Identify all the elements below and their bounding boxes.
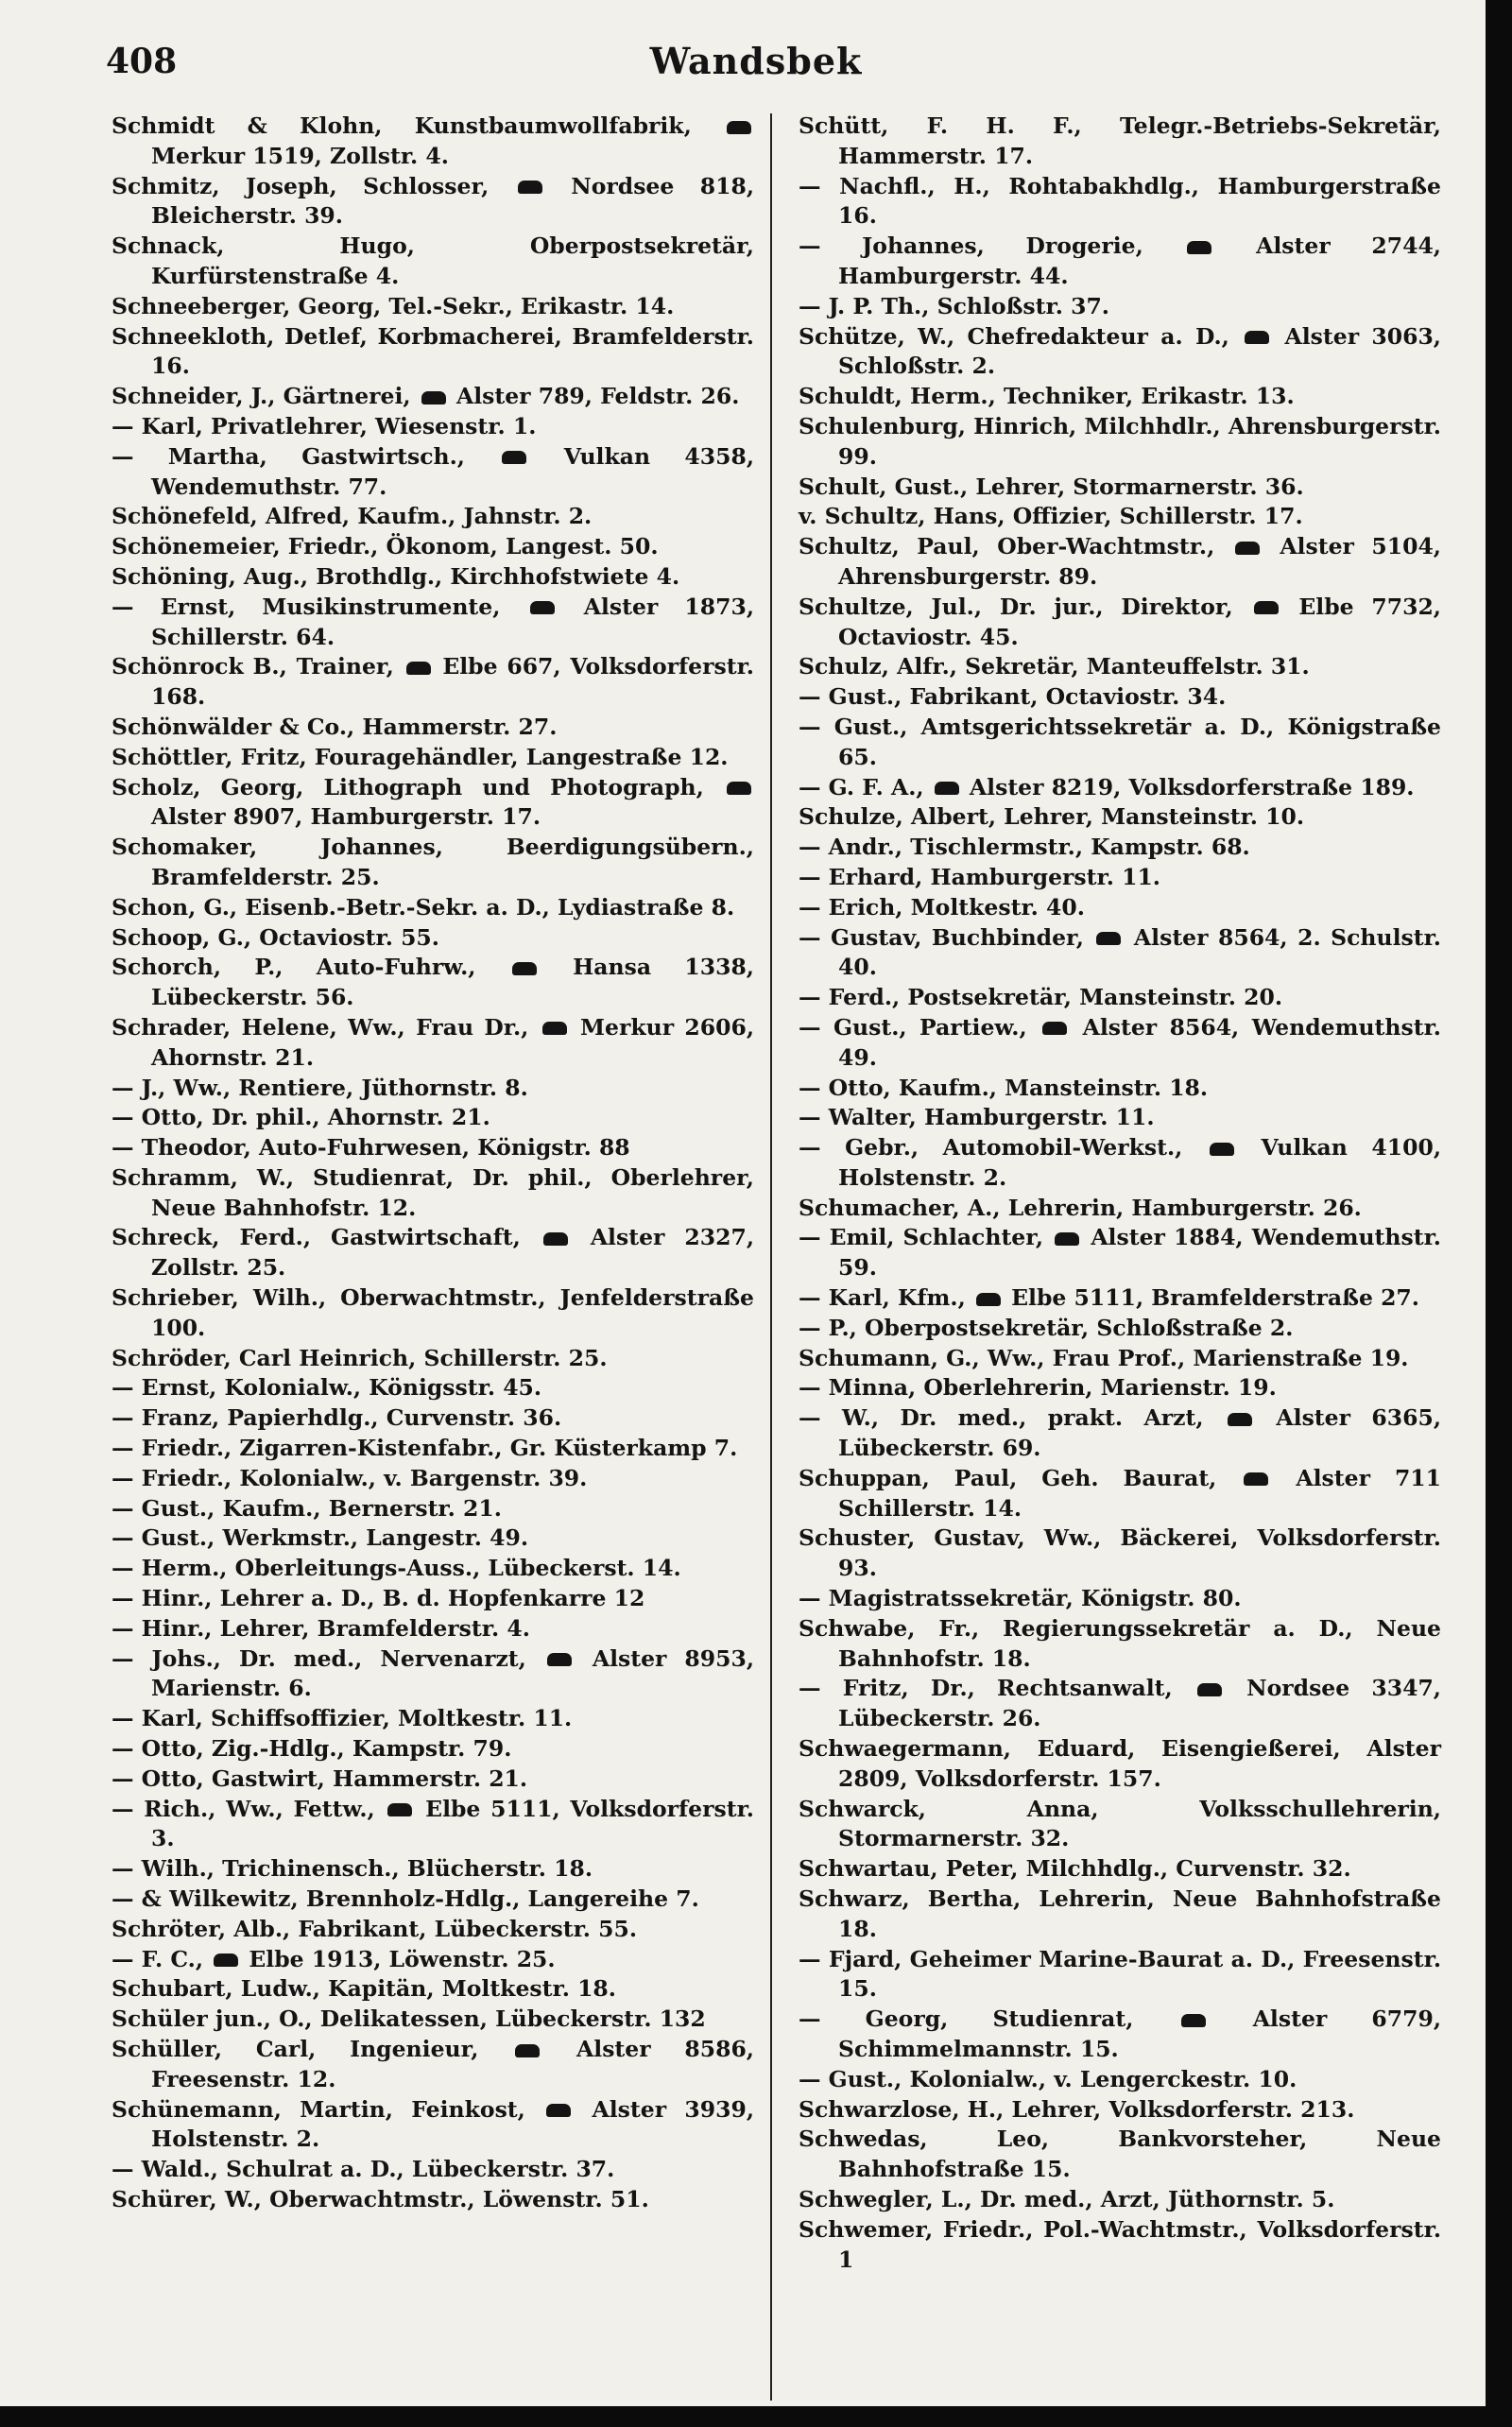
- left-column: [112, 112, 754, 2215]
- directory-entry: Schneider, J., Gärtnerei, Alster 789, Feldstr. 26.: [112, 383, 740, 410]
- telephone-icon: [935, 782, 959, 795]
- directory-entry: Schönwälder & Co., Hammerstr. 27.: [112, 713, 558, 740]
- directory-entry: Schöttler, Fritz, Fouragehändler, Langestraße 12.: [112, 743, 729, 770]
- telephone-icon: [1187, 241, 1211, 254]
- directory-entry: Schröder, Carl Heinrich, Schillerstr. 25.: [112, 1344, 608, 1371]
- directory-entry: — Johs., Dr. med., Nervenarzt, Alster 8953, Marienstr. 6.: [112, 1644, 754, 1702]
- directory-entry: — P., Oberpostsekretär, Schloßstraße 2.: [799, 1314, 1294, 1341]
- directory-entry: Schwarck, Anna, Volksschullehrerin, Stormarnerstr. 32.: [799, 1795, 1441, 1852]
- directory-entry: — Fjard, Geheimer Marine-Baurat a. D., Freesenstr. 15.: [799, 1945, 1441, 2003]
- directory-entry: — Gust., Fabrikant, Octaviostr. 34.: [799, 683, 1227, 711]
- directory-entry: — Gust., Kaufm., Bernerstr. 21.: [112, 1494, 502, 1522]
- directory-entry: — Theodor, Auto-Fuhrwesen, Königstr. 88: [112, 1134, 630, 1162]
- directory-entry: Schneekloth, Detlef, Korbmacherei, Bramfelderstr. 16.: [112, 322, 754, 380]
- directory-entry: Schwaegermann, Eduard, Eisengießerei, Alster 2809, Volksdorferstr. 157.: [799, 1735, 1441, 1792]
- directory-entry: Schomaker, Johannes, Beerdigungsübern., Bramfelderstr. 25.: [112, 834, 754, 890]
- directory-entry: Schwarz, Bertha, Lehrerin, Neue Bahnhofstraße 18.: [799, 1885, 1441, 1942]
- directory-entry: Schwartau, Peter, Milchhdlg., Curvenstr. 32.: [799, 1855, 1351, 1883]
- directory-entry: Schrader, Helene, Ww., Frau Dr., Merkur 2606, Ahornstr. 21.: [112, 1013, 754, 1071]
- directory-entry: — Hinr., Lehrer a. D., B. d. Hopfenkarre 12: [112, 1585, 645, 1612]
- directory-entry: Schünemann, Martin, Feinkost, Alster 3939, Holstenstr. 2.: [112, 2095, 755, 2153]
- directory-entry: — Gebr., Automobil-Werkst., Vulkan 4100, Holstenstr. 2.: [799, 1134, 1441, 1191]
- directory-entry: Schoop, G., Octaviostr. 55.: [112, 923, 439, 951]
- directory-entry: Schnack, Hugo, Oberpostsekretär, Kurfürstenstraße 4.: [112, 232, 754, 289]
- directory-entry: Schwegler, L., Dr. med., Arzt, Jüthornstr. 5.: [799, 2185, 1335, 2212]
- directory-entry: Schuppan, Paul, Geh. Baurat, Alster 711 Schillerstr. 14.: [799, 1464, 1442, 1522]
- directory-entry: Schubart, Ludw., Kapitän, Moltkestr. 18.: [112, 1975, 616, 2003]
- telephone-icon: [727, 121, 751, 134]
- directory-entry: Schneeberger, Georg, Tel.-Sekr., Erikastr. 14.: [112, 292, 675, 319]
- directory-entry: Schramm, W., Studienrat, Dr. phil., Oberlehrer, Neue Bahnhofstr. 12.: [112, 1163, 754, 1221]
- directory-entry: — F. C., Elbe 1913, Löwenstr. 25.: [112, 1945, 556, 1972]
- telephone-icon: [1096, 932, 1121, 945]
- directory-entry: Schwedas, Leo, Bankvorsteher, Neue Bahnhofstraße 15.: [799, 2126, 1441, 2183]
- directory-entry: — Erhard, Hamburgerstr. 11.: [799, 863, 1160, 890]
- telephone-icon: [421, 391, 446, 404]
- scan-edge-right: [1486, 0, 1512, 2427]
- telephone-icon: [515, 2044, 540, 2057]
- directory-entry: Schüler jun., O., Delikatessen, Lübeckerstr. 132: [112, 2005, 706, 2033]
- directory-entry: — Gust., Amtsgerichtssekretär a. D., Königstraße 65.: [799, 713, 1441, 770]
- directory-entry: — Herm., Oberleitungs-Auss., Lübeckerst. 14.: [112, 1555, 681, 1582]
- directory-entry: — Franz, Papierhdlg., Curvenstr. 36.: [112, 1404, 562, 1432]
- telephone-icon: [1197, 1683, 1222, 1696]
- scan-edge-bottom: [0, 2406, 1512, 2427]
- directory-entry: — Friedr., Zigarren-Kistenfabr., Gr. Küsterkamp 7.: [112, 1435, 738, 1462]
- telephone-icon: [1228, 1413, 1252, 1426]
- directory-entry: — Gustav, Buchbinder, Alster 8564, 2. Schulstr. 40.: [799, 923, 1441, 981]
- directory-entry: Schwarzlose, H., Lehrer, Volksdorferstr. 213.: [799, 2095, 1355, 2123]
- directory-entry: Schöning, Aug., Brothdlg., Kirchhofstwiete 4.: [112, 562, 680, 590]
- directory-entry: — Minna, Oberlehrerin, Marienstr. 19.: [799, 1374, 1277, 1402]
- directory-entry: — W., Dr. med., prakt. Arzt, Alster 6365, Lübeckerstr. 69.: [799, 1404, 1442, 1462]
- telephone-icon: [502, 451, 526, 464]
- directory-entry: — Georg, Studienrat, Alster 6779, Schimmelmannstr. 15.: [799, 2005, 1442, 2062]
- directory-entry: — Walter, Hamburgerstr. 11.: [799, 1104, 1155, 1131]
- telephone-icon: [543, 1232, 568, 1246]
- directory-entry: Schult, Gust., Lehrer, Stormarnerstr. 36.: [799, 473, 1304, 500]
- telephone-icon: [518, 181, 542, 194]
- directory-entry: Schumann, G., Ww., Frau Prof., Marienstraße 19.: [799, 1344, 1409, 1371]
- telephone-icon: [512, 962, 537, 975]
- directory-entry: — Gust., Kolonialw., v. Lengerckestr. 10.: [799, 2065, 1297, 2092]
- directory-entry: — Gust., Werkmstr., Langestr. 49.: [112, 1524, 529, 1552]
- page-title: Wandsbek: [649, 40, 863, 82]
- right-column: [799, 112, 1441, 2275]
- directory-entry: Schönrock B., Trainer, Elbe 667, Volksdorferstr. 168.: [112, 653, 754, 711]
- directory-entry: Schorch, P., Auto-Fuhrw., Hansa 1338, Lübeckerstr. 56.: [112, 954, 754, 1011]
- telephone-icon: [214, 1954, 238, 1967]
- directory-entry: — Andr., Tischlermstr., Kampstr. 68.: [799, 834, 1250, 861]
- directory-entry: Schrieber, Wilh., Oberwachtmstr., Jenfelderstraße 100.: [112, 1284, 754, 1341]
- directory-entry: Schüller, Carl, Ingenieur, Alster 8586, Freesenstr. 12.: [112, 2036, 754, 2092]
- directory-entry: Schreck, Ferd., Gastwirtschaft, Alster 2327, Zollstr. 25.: [112, 1224, 755, 1282]
- directory-entry: — Rich., Ww., Fettw., Elbe 5111, Volksdorferstr. 3.: [112, 1795, 754, 1852]
- directory-entry: — J., Ww., Rentiere, Jüthornstr. 8.: [112, 1074, 528, 1101]
- directory-entry: — Wald., Schulrat a. D., Lübeckerstr. 37.: [112, 2156, 615, 2183]
- directory-entry: — Karl, Schiffsoffizier, Moltkestr. 11.: [112, 1705, 573, 1732]
- directory-entry: Schönemeier, Friedr., Ökonom, Langest. 50.: [112, 533, 659, 560]
- directory-entry: — Ernst, Kolonialw., Königsstr. 45.: [112, 1374, 542, 1402]
- directory-entry: Schon, G., Eisenb.-Betr.-Sekr. a. D., Lydiastraße 8.: [112, 893, 735, 921]
- directory-entry: Scholz, Georg, Lithograph und Photograph, Alster 8907, Hamburgerstr. 17.: [112, 773, 754, 834]
- telephone-icon: [976, 1293, 1001, 1306]
- telephone-icon: [727, 782, 751, 795]
- telephone-icon: [1245, 331, 1269, 344]
- directory-entry: — G. F. A., Alster 8219, Volksdorferstraße 189.: [799, 773, 1415, 800]
- directory-entry: — & Wilkewitz, Brennholz-Hdlg., Langereihe 7.: [112, 1885, 699, 1913]
- directory-entry: — Gust., Partiew., Alster 8564, Wendemuthstr. 49.: [799, 1013, 1441, 1071]
- directory-entry: — Karl, Privatlehrer, Wiesenstr. 1.: [112, 412, 537, 439]
- telephone-icon: [542, 1022, 567, 1035]
- directory-entry: Schmitz, Joseph, Schlosser, Nordsee 818, Bleicherstr. 39.: [112, 172, 754, 230]
- telephone-icon: [1244, 1472, 1268, 1486]
- directory-entry: v. Schultz, Hans, Offizier, Schillerstr. 17.: [799, 503, 1303, 530]
- directory-entry: Schultze, Jul., Dr. jur., Direktor, Elbe 7732, Octaviostr. 45.: [799, 593, 1441, 650]
- directory-entry: — Johannes, Drogerie, Alster 2744, Hamburgerstr. 44.: [799, 232, 1441, 289]
- directory-entry: — Otto, Dr. phil., Ahornstr. 21.: [112, 1104, 490, 1131]
- directory-entry: Schröter, Alb., Fabrikant, Lübeckerstr. 55.: [112, 1915, 638, 1942]
- directory-entry: — Karl, Kfm., Elbe 5111, Bramfelderstraße 27.: [799, 1284, 1419, 1312]
- directory-entry: Schumacher, A., Lehrerin, Hamburgerstr. 26.: [799, 1194, 1362, 1221]
- telephone-icon: [1254, 601, 1279, 614]
- directory-entry: Schürer, W., Oberwachtmstr., Löwenstr. 51.: [112, 2185, 649, 2212]
- directory-entry: — Hinr., Lehrer, Bramfelderstr. 4.: [112, 1614, 530, 1642]
- telephone-icon: [387, 1803, 412, 1816]
- directory-entry: Schuster, Gustav, Ww., Bäckerei, Volksdorferstr. 93.: [799, 1524, 1441, 1582]
- directory-entry: — Ferd., Postsekretär, Mansteinstr. 20.: [799, 984, 1283, 1011]
- telephone-icon: [530, 601, 555, 614]
- directory-entry: Schmidt & Klohn, Kunstbaumwollfabrik, Merkur 1519, Zollstr. 4.: [112, 112, 754, 172]
- directory-entry: Schultz, Paul, Ober-Wachtmstr., Alster 5104, Ahrensburgerstr. 89.: [799, 533, 1441, 590]
- directory-entry: — Martha, Gastwirtsch., Vulkan 4358, Wendemuthstr. 77.: [112, 442, 754, 500]
- telephone-icon: [1181, 2014, 1206, 2027]
- directory-entry: — Otto, Kaufm., Mansteinstr. 18.: [799, 1074, 1209, 1101]
- column-divider: [770, 113, 772, 2401]
- telephone-icon: [406, 662, 431, 675]
- directory-entry: Schönefeld, Alfred, Kaufm., Jahnstr. 2.: [112, 503, 593, 530]
- directory-entry: Schütt, F. H. F., Telegr.-Betriebs-Sekretär, Hammerstr. 17.: [799, 112, 1441, 169]
- directory-entry: — Emil, Schlachter, Alster 1884, Wendemuthstr. 59.: [799, 1224, 1441, 1282]
- directory-entry: — J. P. Th., Schloßstr. 37.: [799, 292, 1109, 319]
- telephone-icon: [547, 1653, 572, 1666]
- telephone-icon: [546, 2104, 571, 2117]
- directory-entry: — Ernst, Musikinstrumente, Alster 1873, Schillerstr. 64.: [112, 593, 755, 650]
- directory-entry: — Wilh., Trichinensch., Blücherstr. 18.: [112, 1855, 593, 1883]
- page-number: 408: [106, 42, 178, 81]
- directory-entry: — Otto, Gastwirt, Hammerstr. 21.: [112, 1764, 528, 1792]
- directory-entry: — Nachfl., H., Rohtabakhdlg., Hamburgerstraße 16.: [799, 172, 1441, 230]
- directory-entry: Schuldt, Herm., Techniker, Erikastr. 13.: [799, 383, 1295, 410]
- telephone-icon: [1235, 542, 1260, 555]
- telephone-icon: [1042, 1022, 1067, 1035]
- telephone-icon: [1210, 1143, 1234, 1156]
- directory-entry: Schwemer, Friedr., Pol.-Wachtmstr., Volksdorferstr. 1: [799, 2215, 1441, 2273]
- directory-entry: — Fritz, Dr., Rechtsanwalt, Nordsee 3347, Lübeckerstr. 26.: [799, 1675, 1441, 1732]
- directory-entry: — Otto, Zig.-Hdlg., Kampstr. 79.: [112, 1735, 512, 1763]
- telephone-icon: [1055, 1232, 1079, 1246]
- directory-entry: — Magistratssekretär, Königstr. 80.: [799, 1585, 1242, 1612]
- directory-entry: Schulenburg, Hinrich, Milchhdlr., Ahrensburgerstr. 99.: [799, 412, 1441, 470]
- directory-entry: Schütze, W., Chefredakteur a. D., Alster 3063, Schloßstr. 2.: [799, 322, 1441, 380]
- directory-entry: Schulz, Alfr., Sekretär, Manteuffelstr. 31.: [799, 653, 1310, 680]
- directory-entry: — Erich, Moltkestr. 40.: [799, 893, 1085, 921]
- directory-entry: Schulze, Albert, Lehrer, Mansteinstr. 10.: [799, 803, 1305, 831]
- directory-entry: — Friedr., Kolonialw., v. Bargenstr. 39.: [112, 1464, 588, 1491]
- directory-entry: Schwabe, Fr., Regierungssekretär a. D., Neue Bahnhofstr. 18.: [799, 1614, 1441, 1672]
